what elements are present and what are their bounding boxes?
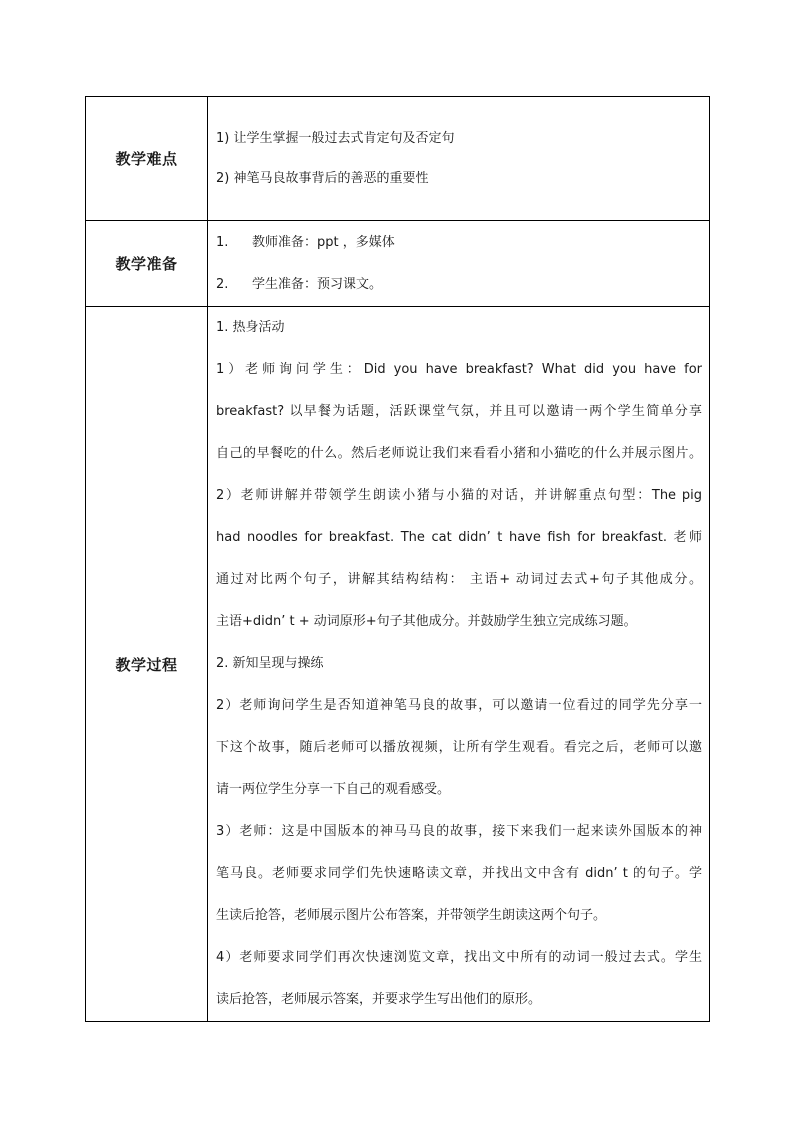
process-line: 生读后抢答，老师展示图片公布答案，并带领学生朗读这两个句子。 bbox=[216, 908, 607, 923]
teaching-preparation-content bbox=[208, 221, 710, 307]
process-line: 1. 热身活动 bbox=[216, 320, 285, 335]
process-line: 3）老师：这是中国版本的神马马良的故事，接下来我们一起来读外国版本的神 bbox=[216, 824, 702, 839]
row-teaching-preparation bbox=[86, 221, 710, 307]
process-line: had noodles for breakfast. The cat didn’ t have fish for breakfast. 老师 bbox=[216, 530, 702, 545]
process-line: 2. 新知呈现与操练 bbox=[216, 656, 324, 671]
process-line: breakfast? 以早餐为话题，活跃课堂气氛，并且可以邀请一两个学生简单分享 bbox=[216, 404, 702, 419]
difficulty-item: 1) 让学生掌握一般过去式肯定句及否定句 bbox=[216, 130, 455, 146]
process-line: 2）老师讲解并带领学生朗读小猪与小猫的对话，并讲解重点句型：The pig bbox=[216, 488, 702, 503]
teaching-process-content bbox=[208, 307, 710, 1022]
process-line: 自己的早餐吃的什么。然后老师说让我们来看看小猪和小猫吃的什么并展示图片。 bbox=[216, 446, 702, 461]
row-teaching-process bbox=[86, 307, 710, 1022]
process-line: 2）老师询问学生是否知道神笔马良的故事，可以邀请一位看过的同学先分享一 bbox=[216, 698, 702, 713]
process-line: 读后抢答，老师展示答案，并要求学生写出他们的原形。 bbox=[216, 992, 542, 1007]
difficulty-item: 2) 神笔马良故事背后的善恶的重要性 bbox=[216, 170, 429, 186]
heading-teaching-process: 教学过程 bbox=[86, 307, 208, 1022]
row-teaching-difficulty bbox=[86, 97, 710, 221]
process-line: 笔马良。老师要求同学们先快速略读文章，并找出文中含有 didn’ t 的句子。学 bbox=[216, 866, 702, 881]
process-line: 主语+didn’ t + 动词原形+句子其他成分。并鼓励学生独立完成练习题。 bbox=[216, 614, 637, 629]
lesson-plan-table bbox=[85, 96, 710, 1022]
heading-teaching-preparation: 教学准备 bbox=[86, 221, 208, 307]
preparation-item-text: 教师准备：ppt ，多媒体 bbox=[252, 234, 395, 250]
process-line: 4）老师要求同学们再次快速浏览文章，找出文中所有的动词一般过去式。学生 bbox=[216, 950, 702, 965]
preparation-item-number: 1. bbox=[216, 234, 229, 250]
process-line: 通过对比两个句子，讲解其结构结构： 主语+ 动词过去式+句子其他成分。 bbox=[216, 572, 702, 587]
preparation-item-text: 学生准备：预习课文。 bbox=[252, 276, 383, 292]
preparation-item-number: 2. bbox=[216, 276, 229, 292]
preparation-item bbox=[216, 264, 702, 306]
process-line: 请一两位学生分享一下自己的观看感受。 bbox=[216, 782, 451, 797]
process-line: 1）老师询问学生：Did you have breakfast? What did you have for bbox=[216, 362, 702, 377]
teaching-difficulty-content bbox=[208, 97, 710, 221]
preparation-item bbox=[216, 222, 702, 264]
process-line: 下这个故事，随后老师可以播放视频，让所有学生观看。看完之后，老师可以邀 bbox=[216, 740, 702, 755]
heading-teaching-difficulty: 教学难点 bbox=[86, 97, 208, 221]
